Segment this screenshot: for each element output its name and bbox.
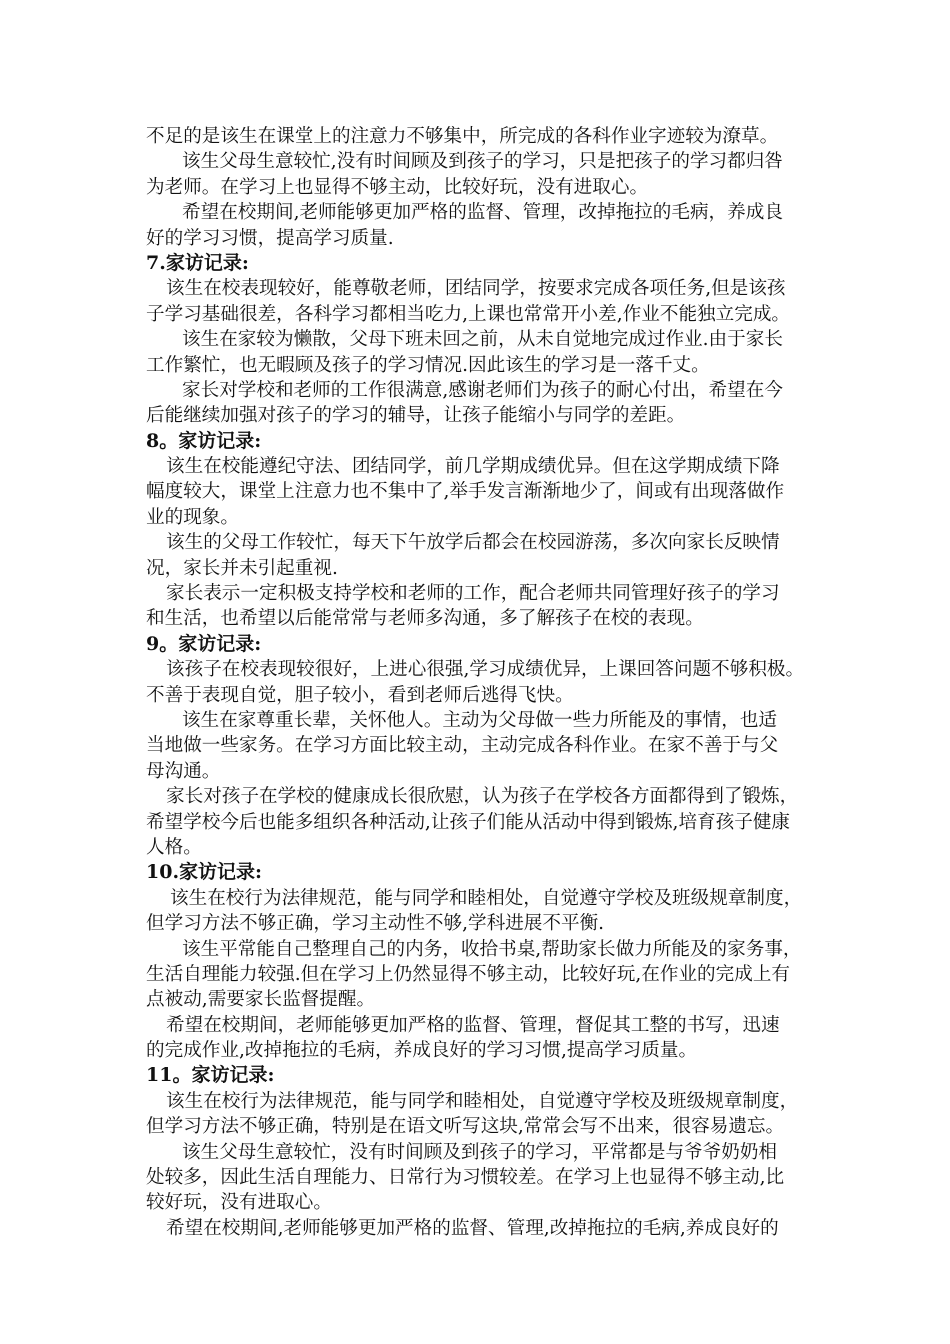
document-body: [146, 124, 818, 1241]
text-line: 希望在校期间，老师能够更加严格的监督、管理，督促其工整的书写，迅速: [166, 1014, 780, 1036]
text-line: 业的现象。: [146, 506, 239, 528]
text-line: 该生在校能遵纪守法、团结同学，前几学期成绩优异。但在这学期成绩下降: [166, 456, 780, 478]
text-line: 当地做一些家务。在学习方面比较主动，主动完成各科作业。在家不善于与父: [146, 735, 779, 757]
text-line: 希望在校期间,老师能够更加严格的监督、管理,改掉拖拉的毛病,养成良好的: [166, 1217, 779, 1239]
text-line: 子学习基础很差，各科学习都相当吃力,上课也常常开小差,作业不能独立完成。: [146, 303, 791, 325]
text-line: 好的学习习惯，提高学习质量.: [146, 227, 394, 249]
text-line: 希望在校期间,老师能够更加严格的监督、管理，改掉拖拉的毛病，养成良: [182, 202, 783, 224]
text-line: 点被动,需要家长监督提醒。: [146, 989, 376, 1011]
text-line: 人格。: [146, 836, 202, 858]
text-line: 和生活，也希望以后能常常与老师多沟通，多了解孩子在校的表现。: [146, 608, 704, 630]
text-line: 处较多，因此生活自理能力、日常行为习惯较差。在学习上也显得不够主动,比: [146, 1167, 785, 1189]
text-line: 该生父母生意较忙，没有时间顾及到孩子的学习，平常都是与爷爷奶奶相: [182, 1141, 778, 1163]
text-line: 该孩子在校表现较很好，上进心很强,学习成绩优异，上课回答问题不够积极。: [166, 659, 805, 681]
section-heading-9: 9。家访记录:: [146, 632, 262, 655]
text-line: 家长对孩子在学校的健康成长很欣慰，认为孩子在学校各方面都得到了锻炼，: [166, 786, 799, 808]
text-line: 生活自理能力较强.但在学习上仍然显得不够主动，比较好玩,在作业的完成上有: [146, 963, 791, 985]
text-line: 但学习方法不够正确，特别是在语文听写这块,常常会写不出来，很容易遗忘。: [146, 1116, 785, 1138]
section-heading-11: 11。家访记录:: [146, 1064, 275, 1087]
text-line: 不善于表现自觉，胆子较小，看到老师后逃得飞快。: [146, 684, 574, 706]
text-line: 工作繁忙，也无暇顾及孩子的学习情况.因此该生的学习是一落千丈。: [146, 354, 710, 376]
text-line: 该生的父母工作较忙，每天下午放学后都会在校园游荡，多次向家长反映情: [166, 532, 780, 554]
text-line: 该生在家较为懒散，父母下班未回之前，从未自觉地完成过作业.由于家长: [182, 329, 783, 351]
text-line: 况，家长并未引起重视.: [146, 557, 338, 579]
text-line: 家长表示一定积极支持学校和老师的工作，配合老师共同管理好孩子的学习: [166, 583, 780, 605]
text-line: 的完成作业,改掉拖拉的毛病，养成良好的学习习惯,提高学习质量。: [146, 1040, 698, 1062]
text-line: 后能继续加强对孩子的学习的辅导，让孩子能缩小与同学的差距。: [146, 405, 686, 427]
text-line: 该生在校表现较好，能尊敬老师，团结同学，按要求完成各项任务,但是该孩: [166, 278, 786, 300]
text-line: 幅度较大，课堂上注意力也不集中了,举手发言渐渐地少了，间或有出现落做作: [146, 481, 785, 503]
text-line: 该生在家尊重长辈，关怀他人。主动为父母做一些力所能及的事情，也适: [182, 709, 778, 731]
section-heading-7: 7.家访记录:: [146, 251, 249, 274]
text-line: 为老师。在学习上也显得不够主动，比较好玩，没有进取心。: [146, 176, 649, 198]
text-line: 母沟通。: [146, 760, 221, 782]
text-line: 希望学校今后也能多组织各种活动,让孩子们能从活动中得到锻炼,培育孩子健康: [146, 811, 791, 833]
text-line: 该生在校行为法律规范，能与同学和睦相处，自觉遵守学校及班级规章制度，: [170, 887, 803, 909]
section-heading-10: 10.家访记录:: [146, 861, 263, 884]
text-line: 不足的是该生在课堂上的注意力不够集中，所完成的各科作业字迹较为潦草。: [146, 126, 779, 147]
section-heading-8: 8。家访记录:: [146, 429, 262, 452]
text-line: 但学习方法不够正确，学习主动性不够,学科进展不平衡.: [146, 913, 605, 935]
text-line: 较好玩，没有进取心。: [146, 1192, 332, 1214]
text-line: 家长对学校和老师的工作很满意,感谢老师们为孩子的耐心付出，希望在今: [182, 379, 783, 401]
text-line: 该生平常能自己整理自己的内务，收拾书桌,帮助家长做力所能及的家务事，: [182, 938, 802, 960]
text-line: 该生在校行为法律规范，能与同学和睦相处，自觉遵守学校及班级规章制度，: [166, 1090, 799, 1112]
text-line: 该生父母生意较忙,没有时间顾及到孩子的学习，只是把孩子的学习都归咎: [182, 151, 783, 173]
